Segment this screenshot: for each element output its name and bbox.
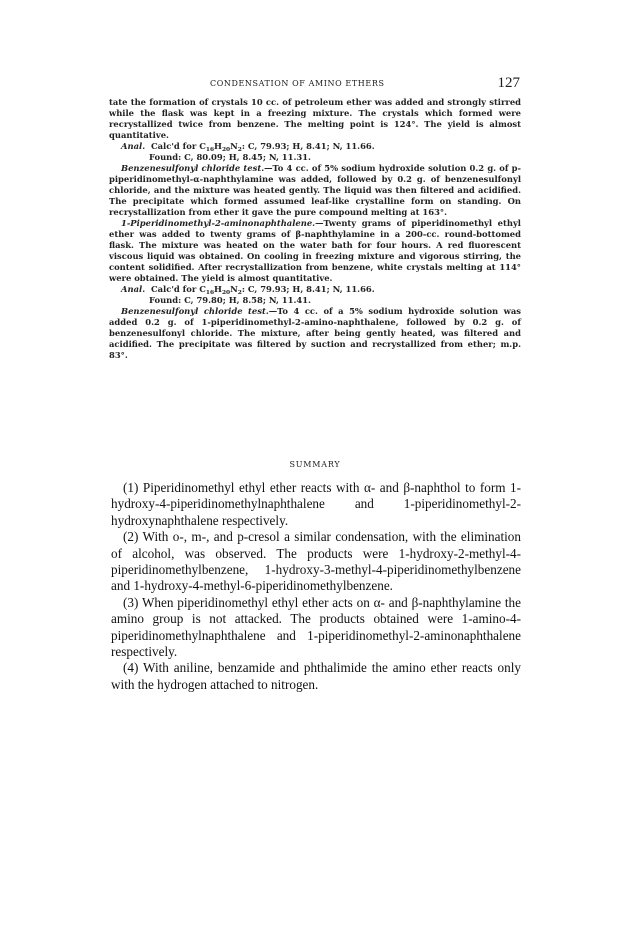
formula-h-count: 20 — [221, 146, 231, 153]
formula-h: H — [214, 141, 222, 151]
running-head: CONDENSATION OF AMINO ETHERS — [210, 79, 385, 88]
calc-prefix: Calc'd for C — [150, 141, 206, 151]
calc-prefix: Calc'd for C — [150, 284, 206, 294]
paragraph-crystallization: tate the formation of crystals 10 cc. of petroleum ether was added and strongly stirred while the flask was kept in a freezing mixture. The crystals which formed were recrystallized twice from benzene. The melting point is 124°. The yield is almost quantitative. — [109, 97, 521, 140]
compound-title: 1-Piperidinomethyl-2-aminonaphthalene. — [121, 218, 316, 228]
formula-n-count: 2 — [237, 146, 242, 153]
formula-n: N — [230, 141, 238, 151]
page-header — [110, 75, 520, 94]
formula-n-count: 2 — [237, 289, 242, 296]
test-text: —To 4 cc. of 5% sodium hydroxide solution 0.2 g. of p-piperidinomethyl-α-naphthylamine was added, followed by 0.2 g. of benzenesulfonyl chloride, and the mixture was heated gently. The liquid was then filtered and acidified. The precipitate which formed assumed leaf-like crystalline form on standing. On recrystallization from ether it gave the pure compound melting at 163°. — [109, 163, 521, 217]
sulfonyl-test-2 — [109, 306, 521, 361]
page-number: 127 — [497, 75, 520, 91]
formula-c-count: 16 — [205, 146, 215, 153]
summary-list — [111, 480, 521, 693]
test-title: Benzenesulfonyl chloride test. — [121, 163, 265, 173]
analysis-found-2: Found: C, 79.80; H, 8.58; N, 11.41. — [149, 295, 311, 305]
analysis-calculated-2 — [109, 284, 521, 295]
analysis-found-1: Found: C, 80.09; H, 8.45; N, 11.31. — [149, 152, 311, 162]
summary-item: (3) When piperidinomethyl ethyl ether acts on α- and β-naphthylamine the amino group is not attacked. The products obtained were 1-amino-4-piperidinomethylnaphthalene and 1-piperidinomethyl-2-aminonaphthalene respectively. — [111, 594, 521, 660]
sulfonyl-test-1 — [109, 163, 521, 218]
summary-item: (1) Piperidinomethyl ethyl ether reacts with α- and β-naphthol to form 1-hydroxy-4-piperidinomethylnaphthalene and 1-piperidinomethyl-2-hydroxynaphthalene respectively. — [111, 480, 521, 528]
test-text: —To 4 cc. of a 5% sodium hydroxide solution was added 0.2 g. of 1-piperidinomethyl-2-amino-naphthalene, followed by 0.2 g. of benzenesulfonyl chloride. The mixture, after being gently heated, was filtered and acidified. The precipitate was filtered by suction and recrystallized from ether; m.p. 83°. — [109, 306, 522, 360]
calc-values: : C, 79.93; H, 8.41; N, 11.66. — [241, 141, 375, 151]
summary-item: (2) With o-, m-, and p-cresol a similar condensation, with the elimination of alcohol, was observed. The products were 1-hydroxy-2-methyl-4-piperidinomethylbenzene, 1-hydroxy-3-methyl-4-piperidinomethylbenzene and 1-hydroxy-4-methyl-6-piperidinomethylbenzene. — [111, 529, 521, 594]
test-title: Benzenesulfonyl chloride test. — [121, 306, 269, 316]
calc-values: : C, 79.93; H, 8.41; N, 11.66. — [241, 284, 375, 294]
summary-heading: SUMMARY — [289, 460, 341, 469]
anal-label: Anal. — [121, 141, 146, 151]
preparation-paragraph — [109, 218, 521, 284]
formula-n: N — [230, 284, 238, 294]
experimental-section — [109, 97, 521, 361]
analysis-calculated-1 — [109, 141, 521, 152]
summary-item: (4) With aniline, benzamide and phthalimide the amino ether reacts only with the hydrogen attached to nitrogen. — [111, 660, 521, 692]
anal-label: Anal. — [121, 284, 146, 294]
preparation-text: —Twenty grams of piperidinomethyl ethyl ether was added to twenty grams of β-naphthylamine in a 200-cc. round-bottomed flask. The mixture was heated on the water bath for four hours. A red fluorescent viscous liquid was obtained. On cooling in freezing mixture and vigorous stirring, the content solidified. After recrystallization from benzene, white crystals melting at 114° were obtained. The yield is almost quantitative. — [109, 218, 521, 283]
formula-h-count: 20 — [221, 289, 231, 296]
formula-c-count: 16 — [205, 289, 215, 296]
formula-h: H — [214, 284, 222, 294]
